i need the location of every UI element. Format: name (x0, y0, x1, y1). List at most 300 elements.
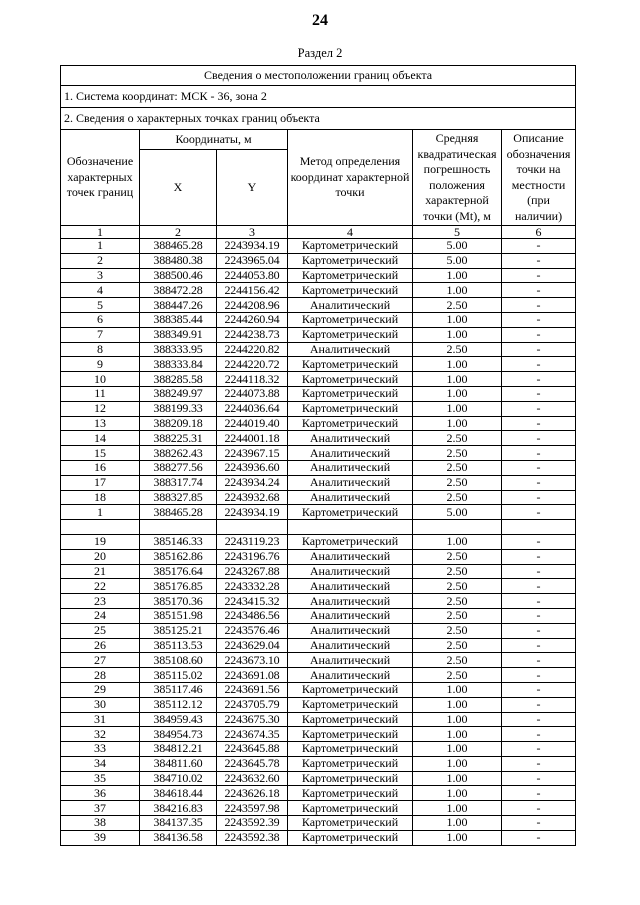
coord-x: 385113.53 (140, 638, 217, 653)
page-number: 24 (312, 12, 328, 29)
point-id: 15 (61, 446, 140, 461)
point-id: 6 (61, 312, 140, 327)
table-row (61, 830, 576, 845)
coord-x: 388500.46 (140, 268, 217, 283)
description: - (502, 638, 576, 653)
description: - (502, 697, 576, 712)
coord-y: 2244019.40 (217, 416, 288, 431)
point-id: 3 (61, 268, 140, 283)
table-row (61, 490, 576, 505)
error: 1.00 (413, 697, 502, 712)
coord-x: 388385.44 (140, 312, 217, 327)
table-row (61, 416, 576, 431)
coord-x: 388285.58 (140, 372, 217, 387)
method: Картометрический (288, 756, 413, 771)
table-row (61, 505, 576, 520)
table-row (61, 239, 576, 254)
table-row (61, 520, 576, 535)
method: Картометрический (288, 682, 413, 697)
point-id: 21 (61, 564, 140, 579)
coord-x: 384136.58 (140, 830, 217, 845)
coord-x: 385115.02 (140, 668, 217, 683)
table-row (61, 756, 576, 771)
error: 1.00 (413, 682, 502, 697)
point-id: 13 (61, 416, 140, 431)
point-id: 35 (61, 771, 140, 786)
point-id: 38 (61, 816, 140, 831)
point-id: 1 (61, 505, 140, 520)
coord-y: 2243934.19 (217, 505, 288, 520)
column-number: 5 (413, 226, 502, 239)
point-id: 34 (61, 756, 140, 771)
coord-y: 2243119.23 (217, 534, 288, 549)
method: Картометрический (288, 786, 413, 801)
method: Картометрический (288, 312, 413, 327)
error: 1.00 (413, 534, 502, 549)
coord-y: 2244036.64 (217, 401, 288, 416)
error: 1.00 (413, 283, 502, 298)
description: - (502, 623, 576, 638)
coord-x: 385151.98 (140, 608, 217, 623)
coord-y: 2243932.68 (217, 490, 288, 505)
table-row (61, 771, 576, 786)
coord-y: 2244220.82 (217, 342, 288, 357)
coord-x: 384959.43 (140, 712, 217, 727)
description: - (502, 327, 576, 342)
table-row (61, 638, 576, 653)
table-row (61, 697, 576, 712)
point-id: 27 (61, 653, 140, 668)
table-row (61, 253, 576, 268)
method: Аналитический (288, 579, 413, 594)
table-row (61, 298, 576, 313)
table-row (61, 549, 576, 564)
error: 2.50 (413, 431, 502, 446)
description: - (502, 505, 576, 520)
coord-x: 385170.36 (140, 594, 217, 609)
coord-x: 384710.02 (140, 771, 217, 786)
method: Аналитический (288, 446, 413, 461)
header-designation: Обозначение характерных точек границ (61, 130, 140, 226)
error: 2.50 (413, 475, 502, 490)
error: 2.50 (413, 594, 502, 609)
table-row (61, 682, 576, 697)
description: - (502, 756, 576, 771)
coord-x: 384812.21 (140, 742, 217, 757)
description: - (502, 268, 576, 283)
method: Картометрический (288, 505, 413, 520)
description: - (502, 298, 576, 313)
description: - (502, 549, 576, 564)
description: - (502, 801, 576, 816)
coord-x: 385117.46 (140, 682, 217, 697)
coord-x (140, 520, 217, 535)
description: - (502, 653, 576, 668)
boundary-points-table (60, 65, 576, 846)
coord-x: 384811.60 (140, 756, 217, 771)
description (502, 520, 576, 535)
description: - (502, 372, 576, 387)
points-heading: 2. Сведения о характерных точках границ объекта (61, 108, 576, 130)
error: 1.00 (413, 312, 502, 327)
column-number: 1 (61, 226, 140, 239)
point-id: 2 (61, 253, 140, 268)
coord-x: 385146.33 (140, 534, 217, 549)
table-row (61, 579, 576, 594)
header-row-1 (61, 130, 576, 150)
method: Картометрический (288, 697, 413, 712)
error: 1.00 (413, 712, 502, 727)
coord-x: 384954.73 (140, 727, 217, 742)
table-row (61, 653, 576, 668)
description: - (502, 534, 576, 549)
error: 2.50 (413, 608, 502, 623)
method: Аналитический (288, 298, 413, 313)
coord-x: 388472.28 (140, 283, 217, 298)
point-id: 26 (61, 638, 140, 653)
method (288, 520, 413, 535)
coord-y: 2243415.32 (217, 594, 288, 609)
error: 2.50 (413, 579, 502, 594)
error: 2.50 (413, 298, 502, 313)
table-row (61, 342, 576, 357)
table-row (61, 534, 576, 549)
error: 1.00 (413, 801, 502, 816)
error (413, 520, 502, 535)
section-label: Раздел 2 (297, 46, 343, 60)
description: - (502, 401, 576, 416)
method: Картометрический (288, 239, 413, 254)
method: Картометрический (288, 742, 413, 757)
description: - (502, 712, 576, 727)
method: Картометрический (288, 283, 413, 298)
coord-y: 2244208.96 (217, 298, 288, 313)
method: Аналитический (288, 564, 413, 579)
column-number: 6 (502, 226, 576, 239)
table-row (61, 401, 576, 416)
method: Аналитический (288, 549, 413, 564)
coord-x: 388465.28 (140, 239, 217, 254)
table-row (61, 283, 576, 298)
coord-y: 2243645.78 (217, 756, 288, 771)
method: Аналитический (288, 653, 413, 668)
error: 1.00 (413, 727, 502, 742)
point-id: 16 (61, 460, 140, 475)
table-row (61, 446, 576, 461)
description: - (502, 668, 576, 683)
error: 2.50 (413, 638, 502, 653)
column-number: 2 (140, 226, 217, 239)
coordinate-system-row (61, 86, 576, 108)
method: Картометрический (288, 712, 413, 727)
description: - (502, 357, 576, 372)
table-row (61, 801, 576, 816)
method: Картометрический (288, 253, 413, 268)
point-id: 1 (61, 239, 140, 254)
coord-x: 388349.91 (140, 327, 217, 342)
error: 1.00 (413, 786, 502, 801)
error: 2.50 (413, 668, 502, 683)
coord-y: 2243597.98 (217, 801, 288, 816)
coord-x: 385176.85 (140, 579, 217, 594)
point-id: 5 (61, 298, 140, 313)
method: Аналитический (288, 342, 413, 357)
table-row (61, 372, 576, 387)
method: Картометрический (288, 372, 413, 387)
coord-y: 2243967.15 (217, 446, 288, 461)
coord-x: 388199.33 (140, 401, 217, 416)
error: 1.00 (413, 327, 502, 342)
point-id: 37 (61, 801, 140, 816)
coord-y: 2243332.28 (217, 579, 288, 594)
error: 2.50 (413, 653, 502, 668)
table-row (61, 357, 576, 372)
point-id: 28 (61, 668, 140, 683)
coord-y: 2243673.10 (217, 653, 288, 668)
coord-y: 2243934.19 (217, 239, 288, 254)
coord-x: 384137.35 (140, 816, 217, 831)
description: - (502, 727, 576, 742)
point-id: 25 (61, 623, 140, 638)
point-id: 33 (61, 742, 140, 757)
point-id: 20 (61, 549, 140, 564)
coord-y: 2243486.56 (217, 608, 288, 623)
method: Аналитический (288, 490, 413, 505)
coord-y (217, 520, 288, 535)
coord-x: 384618.44 (140, 786, 217, 801)
coord-x: 388447.26 (140, 298, 217, 313)
point-id: 24 (61, 608, 140, 623)
coord-y: 2244053.80 (217, 268, 288, 283)
coord-y: 2243592.38 (217, 830, 288, 845)
coord-x: 385108.60 (140, 653, 217, 668)
header-y: Y (217, 150, 288, 226)
coord-y: 2243632.60 (217, 771, 288, 786)
method: Аналитический (288, 594, 413, 609)
coord-x: 388333.84 (140, 357, 217, 372)
error: 5.00 (413, 253, 502, 268)
coord-y: 2243592.39 (217, 816, 288, 831)
method: Картометрический (288, 327, 413, 342)
description: - (502, 253, 576, 268)
column-number: 4 (288, 226, 413, 239)
coord-y: 2243267.88 (217, 564, 288, 579)
coord-y: 2244156.42 (217, 283, 288, 298)
header-x: X (140, 150, 217, 226)
method: Картометрический (288, 268, 413, 283)
method: Аналитический (288, 431, 413, 446)
method: Картометрический (288, 357, 413, 372)
method: Аналитический (288, 623, 413, 638)
table-row (61, 742, 576, 757)
error: 2.50 (413, 623, 502, 638)
coordinate-system: 1. Система координат: МСК - 36, зона 2 (61, 86, 576, 108)
coord-y: 2243965.04 (217, 253, 288, 268)
point-id: 23 (61, 594, 140, 609)
description: - (502, 460, 576, 475)
point-id: 4 (61, 283, 140, 298)
coord-x: 388277.56 (140, 460, 217, 475)
method: Аналитический (288, 475, 413, 490)
error: 5.00 (413, 239, 502, 254)
table-row (61, 712, 576, 727)
coord-x: 388262.43 (140, 446, 217, 461)
description: - (502, 342, 576, 357)
point-id: 30 (61, 697, 140, 712)
coord-x: 385125.21 (140, 623, 217, 638)
description: - (502, 446, 576, 461)
coord-y: 2243675.30 (217, 712, 288, 727)
description: - (502, 239, 576, 254)
table-row (61, 786, 576, 801)
error: 1.00 (413, 401, 502, 416)
description: - (502, 830, 576, 845)
method: Картометрический (288, 386, 413, 401)
description: - (502, 786, 576, 801)
coord-y: 2243626.18 (217, 786, 288, 801)
method: Картометрический (288, 534, 413, 549)
description: - (502, 386, 576, 401)
coord-y: 2243629.04 (217, 638, 288, 653)
error: 1.00 (413, 742, 502, 757)
error: 1.00 (413, 830, 502, 845)
description: - (502, 682, 576, 697)
table-row (61, 816, 576, 831)
coord-x: 385162.86 (140, 549, 217, 564)
table-title-row (61, 66, 576, 86)
error: 2.50 (413, 342, 502, 357)
point-id: 39 (61, 830, 140, 845)
point-id: 12 (61, 401, 140, 416)
method: Картометрический (288, 416, 413, 431)
point-id: 29 (61, 682, 140, 697)
table-row (61, 386, 576, 401)
description: - (502, 608, 576, 623)
method: Аналитический (288, 638, 413, 653)
error: 5.00 (413, 505, 502, 520)
column-numbers-row (61, 226, 576, 239)
table-title: Сведения о местоположении границ объекта (61, 66, 576, 86)
table-row (61, 460, 576, 475)
description: - (502, 594, 576, 609)
error: 2.50 (413, 460, 502, 475)
description: - (502, 312, 576, 327)
description: - (502, 742, 576, 757)
description: - (502, 816, 576, 831)
coord-y: 2243645.88 (217, 742, 288, 757)
coord-y: 2244220.72 (217, 357, 288, 372)
coord-y: 2243936.60 (217, 460, 288, 475)
error: 2.50 (413, 490, 502, 505)
table-row (61, 608, 576, 623)
coord-y: 2244001.18 (217, 431, 288, 446)
method: Картометрический (288, 801, 413, 816)
table-row (61, 268, 576, 283)
description: - (502, 475, 576, 490)
table-row (61, 623, 576, 638)
coord-y: 2243196.76 (217, 549, 288, 564)
point-id: 31 (61, 712, 140, 727)
coord-y: 2244260.94 (217, 312, 288, 327)
header-coordinates: Координаты, м (140, 130, 288, 150)
point-id: 22 (61, 579, 140, 594)
coord-x: 385112.12 (140, 697, 217, 712)
error: 1.00 (413, 357, 502, 372)
point-id: 9 (61, 357, 140, 372)
method: Аналитический (288, 460, 413, 475)
table-row (61, 564, 576, 579)
point-id: 8 (61, 342, 140, 357)
coord-y: 2243705.79 (217, 697, 288, 712)
coord-x: 388249.97 (140, 386, 217, 401)
coord-x: 384216.83 (140, 801, 217, 816)
error: 1.00 (413, 756, 502, 771)
header-description: Описание обозначения точки на местности (при наличии) (502, 130, 576, 226)
coord-x: 388327.85 (140, 490, 217, 505)
coord-y: 2243934.24 (217, 475, 288, 490)
point-id: 14 (61, 431, 140, 446)
error: 1.00 (413, 816, 502, 831)
table-row (61, 594, 576, 609)
point-id: 10 (61, 372, 140, 387)
method: Картометрический (288, 401, 413, 416)
table-row (61, 727, 576, 742)
error: 1.00 (413, 386, 502, 401)
point-id: 36 (61, 786, 140, 801)
description: - (502, 416, 576, 431)
error: 2.50 (413, 564, 502, 579)
point-id (61, 520, 140, 535)
description: - (502, 564, 576, 579)
table-row (61, 327, 576, 342)
description: - (502, 490, 576, 505)
point-id: 17 (61, 475, 140, 490)
error: 1.00 (413, 771, 502, 786)
error: 2.50 (413, 446, 502, 461)
error: 1.00 (413, 372, 502, 387)
coord-x: 388209.18 (140, 416, 217, 431)
point-id: 7 (61, 327, 140, 342)
method: Картометрический (288, 727, 413, 742)
method: Картометрический (288, 771, 413, 786)
error: 1.00 (413, 416, 502, 431)
point-id: 11 (61, 386, 140, 401)
description: - (502, 431, 576, 446)
table-row (61, 431, 576, 446)
table-row (61, 312, 576, 327)
coord-x: 385176.64 (140, 564, 217, 579)
coord-y: 2244073.88 (217, 386, 288, 401)
column-number: 3 (217, 226, 288, 239)
coord-y: 2243691.08 (217, 668, 288, 683)
description: - (502, 283, 576, 298)
coord-x: 388480.38 (140, 253, 217, 268)
table-row (61, 668, 576, 683)
point-id: 19 (61, 534, 140, 549)
method: Картометрический (288, 830, 413, 845)
point-id: 32 (61, 727, 140, 742)
error: 1.00 (413, 268, 502, 283)
coord-y: 2243674.35 (217, 727, 288, 742)
table-row (61, 475, 576, 490)
coord-x: 388333.95 (140, 342, 217, 357)
header-method: Метод определения координат характерной точки (288, 130, 413, 226)
points-heading-row (61, 108, 576, 130)
method: Аналитический (288, 608, 413, 623)
coord-y: 2243576.46 (217, 623, 288, 638)
coord-y: 2244238.73 (217, 327, 288, 342)
description: - (502, 771, 576, 786)
